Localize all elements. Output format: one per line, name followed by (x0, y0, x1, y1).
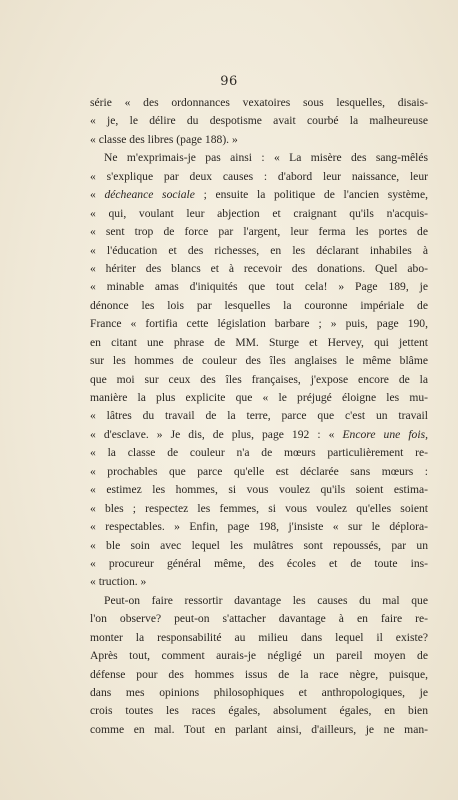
text-line: « l'éducation et des richesses, en les déclarant inhabiles à (90, 243, 428, 257)
text-line: en citant une phrase de MM. Sturge et Hervey, qui jettent (90, 335, 428, 349)
text-line: sur les hommes de couleur des îles anglaises le même blâme (90, 354, 428, 368)
text-line: « procureur général même, des écoles et de toute ins- (90, 556, 428, 570)
text-line: France « fortifia cette législation barbare ; » puis, page 190, (90, 317, 428, 331)
text-line: que moi sur ceux des îles françaises, j'expose encore de la (90, 372, 428, 386)
text-line: « ble soin avec lequel les mulâtres sont repoussés, par un (90, 538, 428, 552)
text-line: manière la plus explicite que « le préjugé éloigne les mu- (90, 391, 428, 404)
text-line: comme en mal. Tout en parlant ainsi, d'ailleurs, je ne man- (90, 722, 428, 736)
text-line: « minable amas d'iniquités que tout cela! » Page 189, je (90, 280, 428, 294)
body-text (90, 94, 428, 739)
text-line: « classe des libres (page 188). » (90, 132, 238, 146)
text-line: « lâtres du travail de la terre, parce que c'est un travail (90, 409, 428, 423)
text-line: Après tout, comment aurais-je négligé un pareil moyen de (90, 649, 428, 663)
text-line: dans mes opinions philosophiques et anthropologiques, je (90, 686, 428, 699)
text-line: l'on observe? peut-on s'attacher davantage à en faire re- (90, 612, 428, 626)
text-line: « qui, voulant leur abjection et craignant qu'ils n'acquis- (90, 206, 428, 220)
text-line: « hériter des blancs et à recevoir des donations. Quel abo- (90, 261, 428, 275)
text-line: « prochables que parce qu'elle est déclarée sans mœurs : (90, 464, 428, 478)
text-line: « estimez les hommes, si vous voulez qu'ils soient estima- (90, 483, 428, 497)
text-line: « truction. » (90, 575, 147, 589)
text-line: Peut-on faire ressortir davantage les causes du mal que (104, 593, 428, 607)
text-line: « la classe de couleur n'a de mœurs particulièrement re- (90, 446, 428, 460)
text-line: Ne m'exprimais-je pas ainsi : « La misère des sang-mêlés (104, 151, 428, 165)
text-line: défense pour des hommes issus de la race nègre, puisque, (90, 667, 428, 681)
text-line: « je, le délire du despotisme avait courbé la malheureuse (90, 114, 428, 128)
page-number: 96 (220, 74, 238, 89)
text-line: crois toutes les races égales, absolument égales, en bien (90, 704, 428, 718)
text-line: série « des ordonnances vexatoires sous lesquelles, disais- (90, 96, 428, 109)
text-line: monter la responsabilité au milieu dans lequel il existe? (90, 630, 428, 644)
text-line: « sent trop de force par l'argent, leur ferma les portes de (90, 225, 428, 239)
text-line: « s'explique par deux causes : d'abord leur naissance, leur (90, 169, 428, 183)
text-line: « décheance sociale ; ensuite la politique de l'ancien système, (90, 188, 428, 202)
text-line: « respectables. » Enfin, page 198, j'insiste « sur le déplora- (90, 520, 428, 534)
text-line: dénonce les lois par lesquelles la couronne impériale de (90, 298, 428, 312)
text-line: « bles ; respectez les femmes, si vous voulez qu'elles soient (90, 501, 428, 515)
text-line: « d'esclave. » Je dis, de plus, page 192 : « Encore une fois, (90, 427, 428, 441)
